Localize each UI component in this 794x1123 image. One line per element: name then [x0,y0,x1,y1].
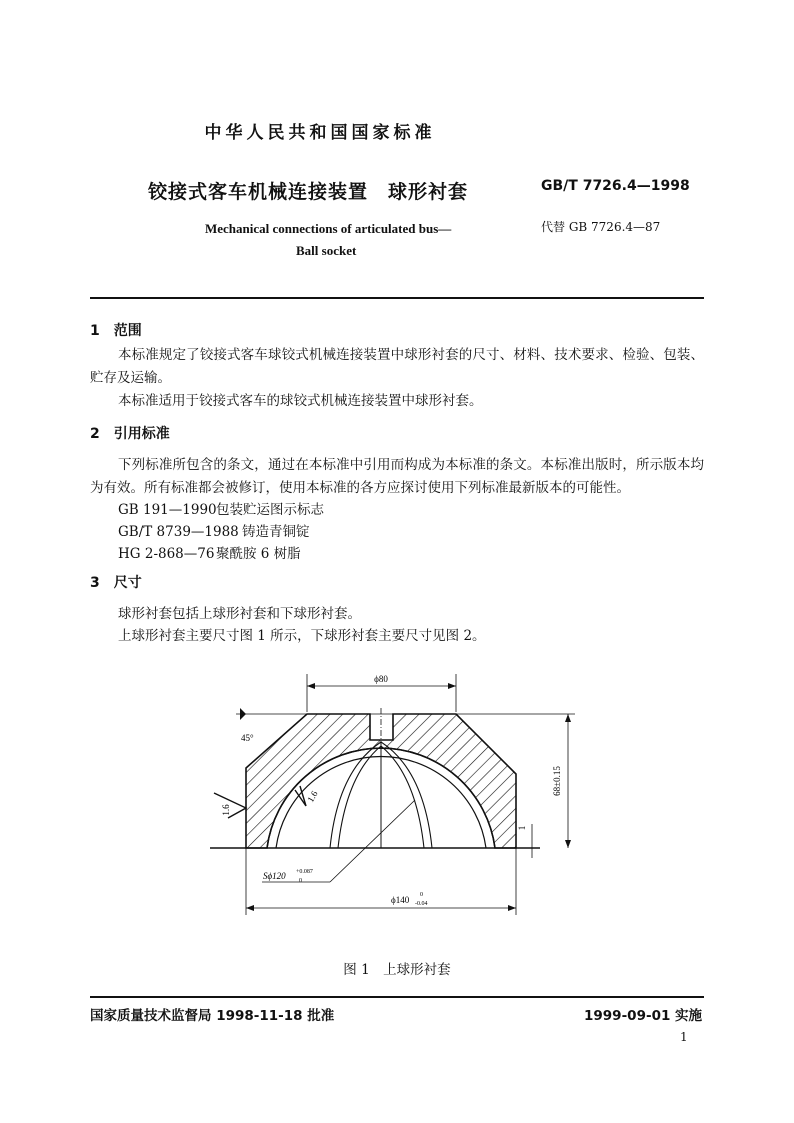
arrow-head [448,683,456,689]
reference-code: GB 191—1990 [118,502,217,518]
dim-base-dia: ϕ140 [391,895,410,905]
leader-sphere-dia [330,800,415,882]
section-2-heading: 2 引用标准 [90,426,170,442]
roughness-outer-value: 1.6 [221,804,231,816]
reference-title: 聚酰胺 6 树脂 [216,546,301,562]
dim-height: 68±0.15 [552,766,562,796]
section-3-paragraph-1: 球形衬套包括上球形衬套和下球形衬套。 [118,606,361,622]
document-title-en-line2: Ball socket [296,243,357,258]
arrow-head [565,840,571,848]
page-number: 1 [680,1030,688,1044]
dim-base-tol-upper: 0 [420,892,423,898]
figure-1-drawing [0,660,794,950]
standard-number: GB/T 7726.4—1998 [541,178,690,194]
meridian-line [330,742,381,848]
implementation-date: 1999-09-01 实施 [584,1008,703,1024]
dim-angle: 45° [241,733,254,743]
dim-sphere-dia-value: Sϕ120 [263,871,286,881]
arrow-head [240,708,246,720]
replaces-standard: 代替 GB 7726.4—87 [541,220,661,234]
section-3-heading: 3 尺寸 [90,575,142,591]
reference-title: 铸造青铜锭 [242,524,310,540]
arrow-head [565,714,571,722]
roughness-inner-value: 1.6 [305,789,320,804]
dim-top-dia: ϕ80 [374,674,388,684]
reference-title: 包装贮运图示标志 [216,502,324,518]
dim-sphere-dia [263,871,286,881]
document-title-cn: 铰接式客车机械连接装置 球形衬套 [148,181,469,203]
document-title-en-line1: Mechanical connections of articulated bus— [205,221,452,236]
meridian-line [381,742,432,848]
reference-item [118,498,324,518]
footer-divider [90,996,704,998]
national-standard-heading: 中华人民共和国国家标准 [204,123,436,143]
section-1-paragraph-2: 本标准适用于铰接式客车的球铰式机械连接装置中球形衬套。 [118,393,483,409]
dim-base-tol-lower: -0.04 [415,901,428,907]
arrow-head [246,905,254,911]
reference-code: HG 2-868—76 [118,546,215,562]
arrow-head [307,683,315,689]
header-divider [90,297,704,299]
section-1-heading: 1 范围 [90,323,142,339]
figure-caption: 图 1 上球形衬套 [343,962,451,978]
reference-code: GB/T 8739—1988 [118,524,239,540]
section-1-paragraph-1: 本标准规定了铰接式客车球铰式机械连接装置中球形衬套的尺寸、材料、技术要求、检验、包装、贮存及运输。 [90,347,704,386]
dim-flat: 1 [517,825,527,831]
approval-statement: 国家质量技术监督局 1998-11-18 批准 [90,1008,335,1024]
reference-item [118,542,301,562]
dim-sphere-tol-lower: 0 [299,878,302,884]
arrow-head [508,905,516,911]
reference-item [118,520,310,540]
section-3-paragraph-2: 上球形衬套主要尺寸图 1 所示，下球形衬套主要尺寸见图 2。 [118,628,486,644]
dim-sphere-tol-upper: +0.087 [296,869,313,875]
section-2-paragraph-1: 下列标准所包含的条文，通过在本标准中引用而构成为本标准的条文。本标准出版时，所示版本均为有效。所有标准都会被修订，使用本标准的各方应探讨使用下列标准最新版本的可能性。 [90,457,704,496]
